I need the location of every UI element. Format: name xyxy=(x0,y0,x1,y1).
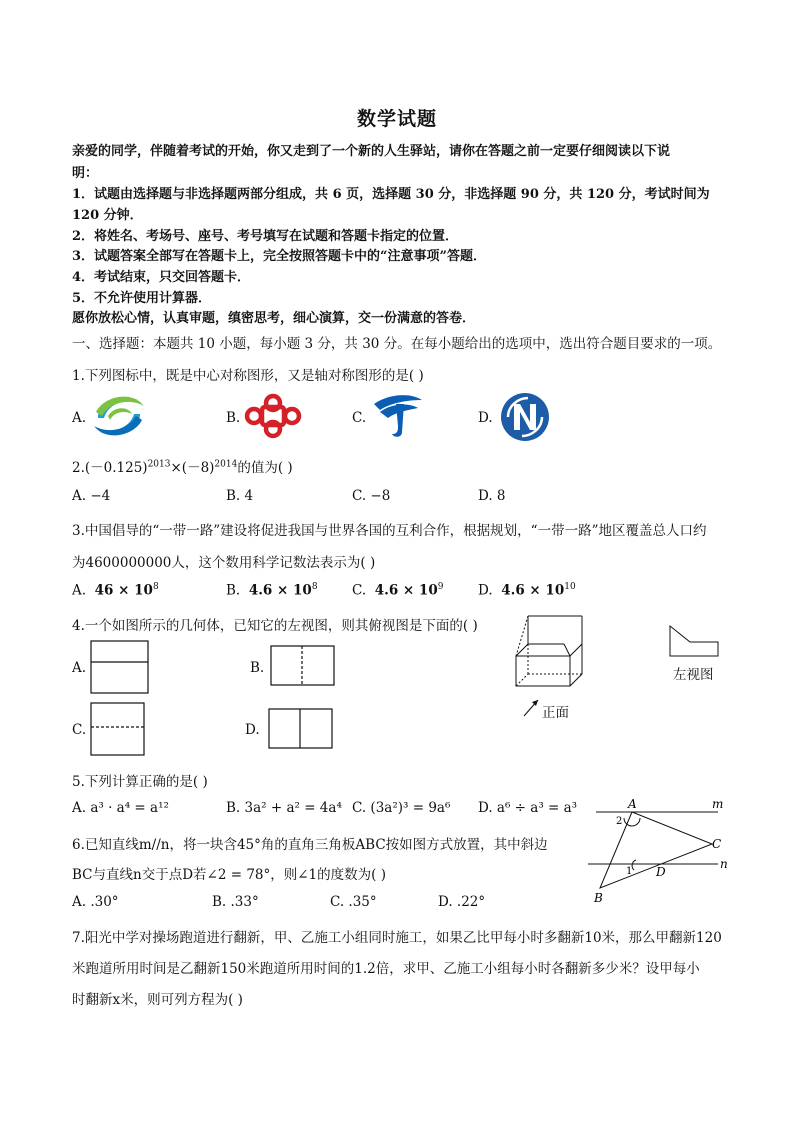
intro-rule: 3．试题答案全部写在答题卡上，完全按照答题卡中的“注意事项”答题． xyxy=(72,249,487,264)
intro-wish: 愿你放松心情，认真审题，缜密思考，细心演算，交一份满意的答卷． xyxy=(72,311,476,326)
q3-option-c-exp: 9 xyxy=(437,582,444,592)
q6-geometry-figure xyxy=(588,796,728,906)
q2-suffix: 的值为( ) xyxy=(237,460,293,476)
q3-option-a-exp: 8 xyxy=(152,582,159,592)
point-c-label: C xyxy=(712,837,722,851)
q4-option-d-label: D. xyxy=(245,722,260,738)
q1-option-d-label: D. xyxy=(478,410,493,426)
q3-option-a xyxy=(72,582,159,599)
intro-rule: 120 分钟． xyxy=(72,208,143,223)
question-6-stem-line1: 6.已知直线m//n，将一块含45°角的直角三角板ABC按如图方式放置，其中斜边 xyxy=(72,837,548,853)
q3-option-d-base: 4.6 × 10 xyxy=(501,582,565,599)
intro-line: 明： xyxy=(72,166,99,181)
q6-option-b: B. .33° xyxy=(212,894,259,910)
intro-rule: 2．将姓名、考场号、座号、考号填写在试题和答题卡指定的位置． xyxy=(72,229,459,244)
q4-option-c-label: C. xyxy=(72,722,87,738)
q4-option-b-label: B. xyxy=(250,660,265,676)
q2-times: ×(－8) xyxy=(170,460,215,476)
q2-prefix: 2. xyxy=(72,460,85,476)
intro-line: 亲爱的同学，伴随着考试的开始，你又走到了一个新的人生驿站，请你在答题之前一定要仔细阅读以下说 xyxy=(72,144,671,159)
section-heading: 一、选择题：本题共 10 小题，每小题 3 分，共 30 分。在每小题给出的选项中，选出符合题目要求的一项。 xyxy=(72,336,722,352)
intro-rule: 1．试题由选择题与非选择题两部分组成，共 6 页，选择题 30 分，非选择题 90 分，共 120 分，考试时间为 xyxy=(72,187,710,202)
front-view-label: 正面 xyxy=(542,705,569,721)
q5-option-c: C. (3a²)³ = 9a⁶ xyxy=(352,800,451,816)
china-telecom-logo-icon xyxy=(370,390,426,442)
q3-option-d xyxy=(478,582,576,599)
q3-option-b-exp: 8 xyxy=(311,582,318,592)
question-3-stem-line1: 3.中国倡导的“一带一路”建设将促进我国与世界各国的互利合作，根据规划，“一带一路”地区覆盖总人口约 xyxy=(72,523,707,539)
line-m-label: m xyxy=(712,797,724,811)
q3-option-d-label: D. xyxy=(478,582,493,599)
q3-option-c-label: C. xyxy=(352,582,367,599)
china-mobile-logo-icon xyxy=(90,388,148,444)
q3-option-c-base: 4.6 × 10 xyxy=(374,582,438,599)
question-4-stem: 4.一个如图所示的几何体，已知它的左视图，则其俯视图是下面的( ) xyxy=(72,618,478,634)
line-n-label: n xyxy=(720,857,728,871)
q3-option-b-base: 4.6 × 10 xyxy=(248,582,312,599)
point-b-label: B xyxy=(594,891,603,905)
question-5-stem: 5.下列计算正确的是( ) xyxy=(72,774,208,790)
left-view-label: 左视图 xyxy=(673,667,714,683)
q5-option-d: D. a⁶ ÷ a³ = a³ xyxy=(478,800,578,816)
question-7-stem-line1: 7.阳光中学对操场跑道进行翻新，甲、乙施工小组同时施工，如果乙比甲每小时多翻新10米，那么甲翻新120 xyxy=(72,930,722,946)
q5-option-b: B. 3a² + a² = 4a⁴ xyxy=(226,800,342,816)
q3-option-b-label: B. xyxy=(226,582,241,599)
question-1-stem: 1.下列图标中，既是中心对称图形，又是轴对称图形的是( ) xyxy=(72,368,424,384)
q1-option-b-label: B. xyxy=(226,410,241,426)
q4-option-d-figure xyxy=(268,708,334,750)
q2-exponent-2: 2014 xyxy=(214,459,238,470)
q1-option-a-label: A. xyxy=(72,410,87,426)
point-d-label: D xyxy=(656,865,666,879)
q3-option-c xyxy=(352,582,443,599)
q4-option-a-label: A. xyxy=(72,660,87,676)
q6-option-d: D. .22° xyxy=(438,894,486,910)
q4-option-b-figure xyxy=(270,645,336,687)
question-7-stem-line3: 时翻新x米，则可列方程为( ) xyxy=(72,992,243,1008)
q2-option-c: C. −8 xyxy=(352,488,391,504)
q5-option-a: A. a³ · a⁴ = a¹² xyxy=(72,800,169,816)
q3-option-a-base: 46 × 10 xyxy=(94,582,153,599)
intro-rule: 5．不允许使用计算器． xyxy=(72,291,212,306)
china-unicom-logo-icon xyxy=(244,393,302,439)
q4-left-view-figure xyxy=(668,624,722,660)
china-netcom-logo-icon xyxy=(500,392,550,442)
q6-option-a: A. .30° xyxy=(72,894,119,910)
q2-option-a: A. −4 xyxy=(72,488,111,504)
q2-option-d: D. 8 xyxy=(478,488,506,504)
question-7-stem-line2: 米跑道所用时间是乙翻新150米跑道所用时间的1.2倍，求甲、乙施工小组每小时各翻新多少米？设甲每小 xyxy=(72,961,700,977)
q2-base-1: (－0.125) xyxy=(84,460,148,476)
q3-option-b xyxy=(226,582,318,599)
q4-option-a-figure xyxy=(90,640,150,695)
q4-option-c-figure xyxy=(90,702,146,757)
angle-2-label: 2 xyxy=(616,816,623,827)
question-3-stem-line2: 为4600000000人，这个数用科学记数法表示为( ) xyxy=(72,555,376,571)
intro-rule: 4．考试结束，只交回答题卡． xyxy=(72,270,251,285)
point-a-label: A xyxy=(628,797,637,811)
q6-option-c: C. .35° xyxy=(330,894,377,910)
q3-option-a-label: A. xyxy=(72,582,87,599)
question-2-stem xyxy=(72,456,293,476)
page-title: 数学试题 xyxy=(356,108,437,130)
q2-exponent-1: 2013 xyxy=(147,459,171,470)
q2-option-b: B. 4 xyxy=(226,488,254,504)
question-6-stem-line2: BC与直线n交于点D若∠2 = 78°，则∠1的度数为( ) xyxy=(72,867,386,883)
q1-option-c-label: C. xyxy=(352,410,367,426)
q3-option-d-exp: 10 xyxy=(564,582,576,592)
angle-1-label: 1 xyxy=(626,866,633,877)
